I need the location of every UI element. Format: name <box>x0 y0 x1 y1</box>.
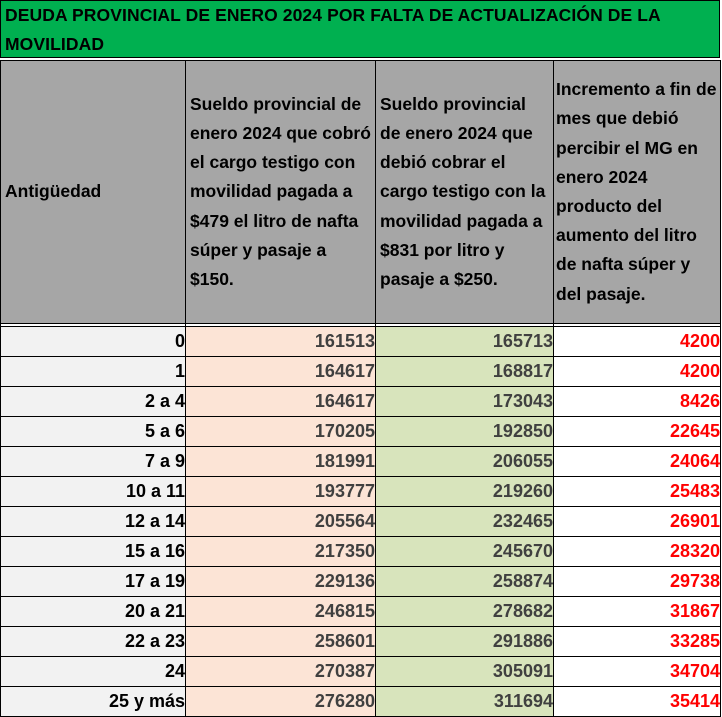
sueldo-cobrado-cell[interactable]: 229136 <box>186 567 376 597</box>
antiguedad-cell[interactable]: 15 a 16 <box>1 537 186 567</box>
incremento-cell[interactable]: 31867 <box>554 597 721 627</box>
antiguedad-cell[interactable]: 7 a 9 <box>1 447 186 477</box>
sueldo-cobrado-cell[interactable]: 276280 <box>186 687 376 717</box>
sueldo-debido-cell[interactable]: 305091 <box>376 657 554 687</box>
sueldo-cobrado-cell[interactable]: 170205 <box>186 417 376 447</box>
table-row <box>1 477 721 507</box>
sueldo-cobrado-cell[interactable]: 164617 <box>186 357 376 387</box>
sueldo-debido-cell[interactable]: 206055 <box>376 447 554 477</box>
sueldo-debido-cell[interactable]: 291886 <box>376 627 554 657</box>
antiguedad-cell[interactable]: 2 a 4 <box>1 387 186 417</box>
antiguedad-cell[interactable]: 25 y más <box>1 687 186 717</box>
header-incremento[interactable]: Incremento a fin de mes que debió percibir el MG en enero 2024 producto del aumento del litro de nafta súper y del pasaje. <box>554 61 721 324</box>
incremento-cell[interactable]: 26901 <box>554 507 721 537</box>
table-row <box>1 627 721 657</box>
table-row <box>1 597 721 627</box>
sueldo-cobrado-cell[interactable]: 193777 <box>186 477 376 507</box>
antiguedad-cell[interactable]: 5 a 6 <box>1 417 186 447</box>
sueldo-debido-cell[interactable]: 173043 <box>376 387 554 417</box>
sueldo-cobrado-cell[interactable]: 270387 <box>186 657 376 687</box>
table-row <box>1 657 721 687</box>
sueldo-cobrado-cell[interactable]: 164617 <box>186 387 376 417</box>
sheet-title[interactable]: DEUDA PROVINCIAL DE ENERO 2024 POR FALTA DE ACTUALIZACIÓN DE LA MOVILIDAD <box>0 0 720 58</box>
sueldo-debido-cell[interactable]: 311694 <box>376 687 554 717</box>
salary-table <box>0 60 721 717</box>
incremento-cell[interactable]: 35414 <box>554 687 721 717</box>
sueldo-cobrado-cell[interactable]: 258601 <box>186 627 376 657</box>
sueldo-debido-cell[interactable]: 192850 <box>376 417 554 447</box>
incremento-cell[interactable]: 25483 <box>554 477 721 507</box>
table-row <box>1 687 721 717</box>
antiguedad-cell[interactable]: 24 <box>1 657 186 687</box>
antiguedad-cell[interactable]: 1 <box>1 357 186 387</box>
sueldo-debido-cell[interactable]: 219260 <box>376 477 554 507</box>
table-row <box>1 507 721 537</box>
sueldo-cobrado-cell[interactable]: 246815 <box>186 597 376 627</box>
incremento-cell[interactable]: 22645 <box>554 417 721 447</box>
table-row <box>1 447 721 477</box>
sueldo-cobrado-cell[interactable]: 217350 <box>186 537 376 567</box>
sueldo-cobrado-cell[interactable]: 205564 <box>186 507 376 537</box>
incremento-cell[interactable]: 4200 <box>554 327 721 357</box>
table-row <box>1 357 721 387</box>
header-sueldo-cobrado[interactable]: Sueldo provincial de enero 2024 que cobró el cargo testigo con movilidad pagada a $479 el litro de nafta súper y pasaje a $150. <box>186 61 376 324</box>
incremento-cell[interactable]: 8426 <box>554 387 721 417</box>
sueldo-debido-cell[interactable]: 232465 <box>376 507 554 537</box>
incremento-cell[interactable]: 24064 <box>554 447 721 477</box>
header-sueldo-debido[interactable]: Sueldo provincial de enero 2024 que debió cobrar el cargo testigo con la movilidad pagada a $831 por litro y pasaje a $250. <box>376 61 554 324</box>
incremento-cell[interactable]: 34704 <box>554 657 721 687</box>
header-antiguedad[interactable]: Antigüedad <box>1 61 186 324</box>
antiguedad-cell[interactable]: 12 a 14 <box>1 507 186 537</box>
header-row <box>1 61 721 324</box>
sueldo-debido-cell[interactable]: 165713 <box>376 327 554 357</box>
sueldo-debido-cell[interactable]: 168817 <box>376 357 554 387</box>
table-row <box>1 387 721 417</box>
antiguedad-cell[interactable]: 0 <box>1 327 186 357</box>
antiguedad-cell[interactable]: 17 a 19 <box>1 567 186 597</box>
sueldo-debido-cell[interactable]: 278682 <box>376 597 554 627</box>
incremento-cell[interactable]: 28320 <box>554 537 721 567</box>
incremento-cell[interactable]: 4200 <box>554 357 721 387</box>
antiguedad-cell[interactable]: 10 a 11 <box>1 477 186 507</box>
sueldo-debido-cell[interactable]: 245670 <box>376 537 554 567</box>
incremento-cell[interactable]: 33285 <box>554 627 721 657</box>
table-row <box>1 417 721 447</box>
table-row <box>1 327 721 357</box>
table-row <box>1 537 721 567</box>
table-row <box>1 567 721 597</box>
antiguedad-cell[interactable]: 22 a 23 <box>1 627 186 657</box>
sueldo-debido-cell[interactable]: 258874 <box>376 567 554 597</box>
sueldo-cobrado-cell[interactable]: 161513 <box>186 327 376 357</box>
incremento-cell[interactable]: 29738 <box>554 567 721 597</box>
sueldo-cobrado-cell[interactable]: 181991 <box>186 447 376 477</box>
antiguedad-cell[interactable]: 20 a 21 <box>1 597 186 627</box>
table-body <box>1 324 721 717</box>
